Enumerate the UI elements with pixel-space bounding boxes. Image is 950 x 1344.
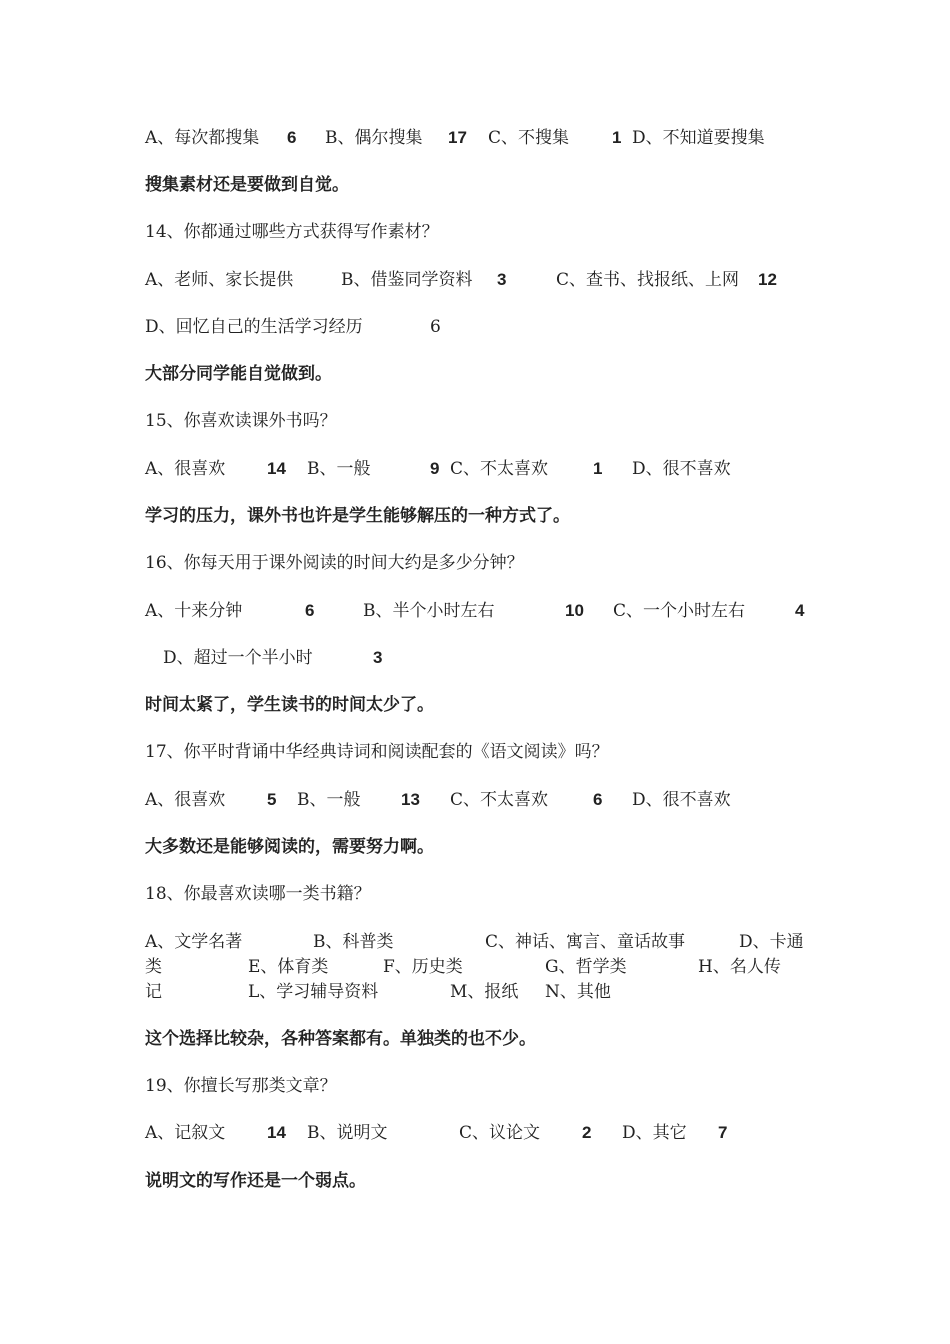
options-line bbox=[145, 957, 825, 977]
question-text: 14、你都通过哪些方式获得写作素材？ bbox=[145, 222, 439, 242]
question-text: 19、你擅长写那类文章？ bbox=[145, 1076, 337, 1096]
option-label: B、偶尔搜集 bbox=[325, 128, 423, 148]
option-label: D、超过一个半小时 bbox=[163, 648, 313, 668]
option-label: B、说明文 bbox=[307, 1123, 388, 1143]
option-label: D、卡通 bbox=[739, 932, 804, 952]
question-text: 15、你喜欢读课外书吗？ bbox=[145, 411, 337, 431]
option-label: D、不知道要搜集 bbox=[632, 128, 765, 148]
option-count: 14 bbox=[267, 459, 286, 478]
option-label: E、体育类 bbox=[248, 957, 329, 977]
option-label: 6 bbox=[430, 317, 441, 337]
option-label: L、学习辅导资料 bbox=[248, 982, 379, 1002]
option-label: A、老师、家长提供 bbox=[145, 270, 294, 290]
option-count: 6 bbox=[593, 790, 603, 809]
option-label: A、每次都搜集 bbox=[145, 128, 260, 148]
option-label: 记 bbox=[145, 982, 162, 1002]
option-label: B、借鉴同学资料 bbox=[341, 270, 473, 290]
question-text: 17、你平时背诵中华经典诗词和阅读配套的《语文阅读》吗？ bbox=[145, 742, 609, 762]
option-label: F、历史类 bbox=[383, 957, 463, 977]
option-count: 3 bbox=[497, 270, 507, 289]
summary-note: 学习的压力，课外书也许是学生能够解压的一种方式了。 bbox=[145, 506, 570, 526]
summary-note: 大部分同学能自觉做到。 bbox=[145, 364, 332, 384]
options-line bbox=[145, 648, 825, 668]
option-count: 6 bbox=[287, 128, 297, 147]
summary-note: 这个选择比较杂，各种答案都有。单独类的也不少。 bbox=[145, 1029, 536, 1049]
option-label: D、回忆自己的生活学习经历 bbox=[145, 317, 363, 337]
option-label: C、不太喜欢 bbox=[450, 459, 549, 479]
option-count: 14 bbox=[267, 1123, 286, 1142]
options-line bbox=[145, 790, 825, 810]
option-count: 1 bbox=[593, 459, 603, 478]
option-label: G、哲学类 bbox=[545, 957, 627, 977]
summary-note: 大多数还是能够阅读的，需要努力啊。 bbox=[145, 837, 434, 857]
summary-note: 说明文的写作还是一个弱点。 bbox=[145, 1171, 366, 1191]
options-line bbox=[145, 459, 825, 479]
option-label: C、不搜集 bbox=[488, 128, 570, 148]
option-label: A、很喜欢 bbox=[145, 790, 226, 810]
option-label: A、文学名著 bbox=[145, 932, 243, 952]
option-count: 13 bbox=[401, 790, 420, 809]
option-label: B、一般 bbox=[297, 790, 361, 810]
question-text: 18、你最喜欢读哪一类书籍？ bbox=[145, 884, 371, 904]
option-label: D、很不喜欢 bbox=[632, 790, 731, 810]
option-count: 3 bbox=[373, 648, 383, 667]
option-label: B、半个小时左右 bbox=[363, 601, 495, 621]
option-label: M、报纸 bbox=[450, 982, 519, 1002]
option-label: 类 bbox=[145, 957, 162, 977]
option-label: A、记叙文 bbox=[145, 1123, 226, 1143]
options-line bbox=[145, 317, 825, 337]
option-count: 17 bbox=[448, 128, 467, 147]
option-label: D、很不喜欢 bbox=[632, 459, 731, 479]
option-label: H、名人传 bbox=[698, 957, 781, 977]
option-label: A、很喜欢 bbox=[145, 459, 226, 479]
option-count: 12 bbox=[758, 270, 777, 289]
option-count: 4 bbox=[795, 601, 805, 620]
option-count: 9 bbox=[430, 459, 440, 478]
option-label: C、不太喜欢 bbox=[450, 790, 549, 810]
options-line bbox=[145, 932, 825, 952]
option-label: N、其他 bbox=[545, 982, 611, 1002]
option-count: 2 bbox=[582, 1123, 592, 1142]
option-label: C、神话、寓言、童话故事 bbox=[485, 932, 686, 952]
options-line bbox=[145, 1123, 825, 1143]
option-label: C、一个小时左右 bbox=[613, 601, 746, 621]
option-count: 10 bbox=[565, 601, 584, 620]
option-label: B、一般 bbox=[307, 459, 371, 479]
option-count: 6 bbox=[305, 601, 315, 620]
option-label: C、查书、找报纸、上网 bbox=[556, 270, 740, 290]
option-count: 1 bbox=[612, 128, 622, 147]
summary-note: 搜集素材还是要做到自觉。 bbox=[145, 175, 349, 195]
option-label: B、科普类 bbox=[313, 932, 394, 952]
option-count: 5 bbox=[267, 790, 277, 809]
summary-note: 时间太紧了，学生读书的时间太少了。 bbox=[145, 695, 434, 715]
option-count: 7 bbox=[718, 1123, 728, 1142]
option-label: A、十来分钟 bbox=[145, 601, 243, 621]
options-line bbox=[145, 128, 825, 148]
options-line bbox=[145, 982, 825, 1002]
option-label: C、议论文 bbox=[459, 1123, 541, 1143]
option-label: D、其它 bbox=[622, 1123, 687, 1143]
options-line bbox=[145, 601, 825, 621]
options-line bbox=[145, 270, 825, 290]
question-text: 16、你每天用于课外阅读的时间大约是多少分钟？ bbox=[145, 553, 524, 573]
